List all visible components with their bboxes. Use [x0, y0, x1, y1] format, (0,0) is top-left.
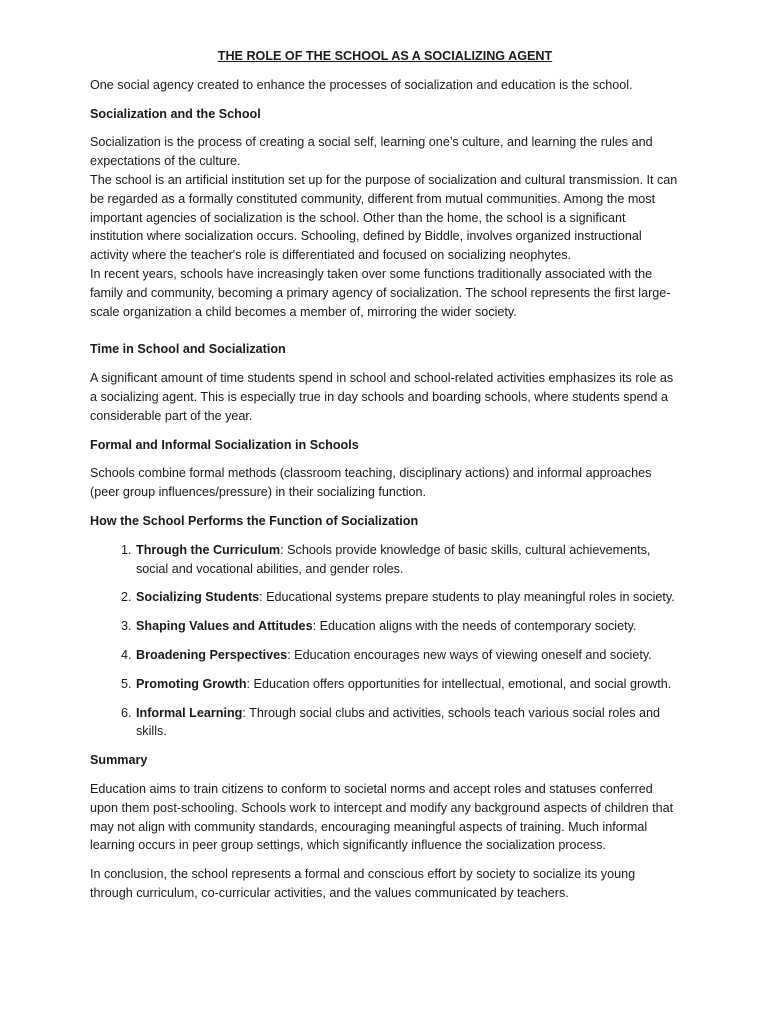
list-item-text: : Schools provide knowledge of basic skills, cultural achievements, social and vocational abilities, and gender roles.	[136, 542, 651, 576]
list-item-text: : Education aligns with the needs of contemporary society.	[312, 619, 637, 634]
list-item	[135, 675, 680, 694]
section-heading-socialization-school: Socialization and the School	[90, 106, 261, 121]
list-item-text: : Through social clubs and activities, schools teach various social roles and skills.	[136, 705, 661, 739]
list-item-text: : Education encourages new ways of viewing oneself and society.	[287, 647, 652, 662]
section-heading-summary: Summary	[90, 753, 148, 768]
list-item	[135, 617, 680, 636]
list-item-term: Promoting Growth	[136, 676, 247, 691]
paragraph: In conclusion, the school represents a formal and conscious effort by society to socialize its young through curriculum, co-curricular activities, and the values communicated by teachers.	[90, 867, 636, 900]
section-heading-formal-informal: Formal and Informal Socialization in Schools	[90, 437, 359, 452]
section-heading-how-school: How the School Performs the Function of Socialization	[90, 513, 419, 528]
paragraph: Socialization is the process of creating a social self, learning one’s culture, and learning the rules and expectations of the culture.	[90, 135, 653, 169]
section-body-socialization-school	[90, 133, 680, 321]
document-title: THE ROLE OF THE SCHOOL AS A SOCIALIZING AGENT	[217, 49, 553, 63]
list-item-term: Socializing Students	[136, 590, 260, 605]
list-item-term: Through the Curriculum	[136, 542, 281, 557]
paragraph: Schools combine formal methods (classroom teaching, disciplinary actions) and informal approaches (peer group influences/pressure) in their socializing function.	[90, 466, 652, 500]
list-item-text: : Education offers opportunities for intellectual, emotional, and social growth.	[246, 676, 672, 691]
list-item-term: Informal Learning	[136, 705, 243, 720]
section-heading-time-in-school: Time in School and Socialization	[90, 342, 286, 357]
list-item	[135, 541, 680, 579]
intro-paragraph: One social agency created to enhance the processes of socialization and education is the school.	[90, 77, 633, 92]
paragraph: In recent years, schools have increasingly taken over some functions traditionally associated with the family and community, becoming a primary agency of socialization. The school represents the first large-scale organization a child becomes a member of, mirroring the wider society.	[90, 266, 671, 319]
list-item	[135, 588, 680, 607]
paragraph: The school is an artificial institution set up for the purpose of socialization and cultural transmission. It can be regarded as a formally constituted community, different from mutual communities. Among the most important agencies of socialization is the school. Other than the home, the school is a significant institution where socialization occurs. Schooling, defined by Biddle, involves organized instructional activity where the teacher's role is differentiated and focused on socializing neophytes.	[90, 172, 678, 263]
paragraph: A significant amount of time students spend in school and school-related activities emphasizes its role as a socializing agent. This is especially true in day schools and boarding schools, where students spend a considerable part of the year.	[90, 371, 674, 423]
functions-list	[90, 541, 680, 741]
list-item-text: : Educational systems prepare students to play meaningful roles in society.	[259, 590, 675, 605]
list-item	[135, 646, 680, 665]
paragraph: Education aims to train citizens to conform to societal norms and accept roles and statuses conferred upon them post-schooling. Schools work to intercept and modify any background aspects of children that may not align with community standards, encouraging meaningful aspects of training. Much informal learning occurs in peer group settings, which significantly influence the socialization process.	[90, 781, 674, 853]
list-item-term: Broadening Perspectives	[136, 647, 288, 662]
list-item	[135, 704, 680, 742]
list-item-term: Shaping Values and Attitudes	[136, 619, 313, 634]
